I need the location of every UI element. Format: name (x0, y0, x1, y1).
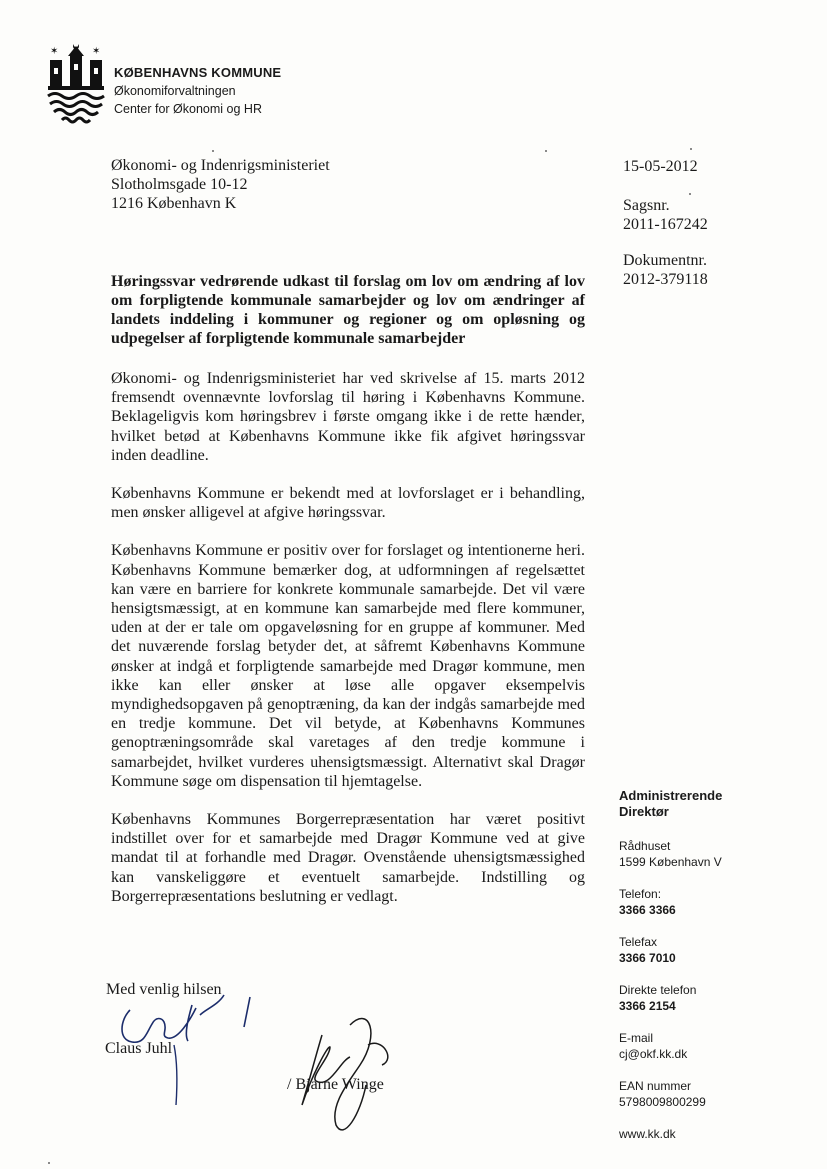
contact-direct-phone (619, 982, 819, 1014)
recipient-line: Slotholmsgade 10-12 (111, 176, 248, 193)
fax-label: Telefax (619, 935, 658, 949)
scan-speck (48, 1162, 50, 1164)
contact-title-line: Administrerende (619, 788, 723, 803)
email-label: E-mail (619, 1031, 654, 1045)
body-paragraph: Økonomi- og Indenrigsministeriet har ved skrivelse af 15. marts 2012 fremsendt ovennævnte lovforslag til høring i Københavns Kommune. Beklageligvis kom høringsbrev i første omgang ikke i de rette hænder, hvilket betød at Københavns Kommune ikke fik afgivet høringssvar inden deadline. (111, 370, 585, 464)
sender-name: KØBENHAVNS KOMMUNE (114, 65, 282, 80)
contact-phone (619, 886, 819, 918)
email-value[interactable]: cj@okf.kk.dk (619, 1047, 688, 1061)
fax-value: 3366 7010 (619, 951, 676, 965)
document-number-label: Dokumentnr. (623, 252, 707, 269)
recipient-line: Økonomi- og Indenrigsministeriet (111, 157, 330, 174)
contact-address (619, 838, 819, 870)
address-line: 1599 København V (619, 855, 722, 869)
contact-title-line: Direktør (619, 804, 669, 819)
kobenhavns-kommune-logo-icon (44, 42, 108, 124)
ean-label: EAN nummer (619, 1079, 692, 1093)
direct-phone-value: 3366 2154 (619, 999, 676, 1013)
recipient-address (111, 156, 330, 213)
body-paragraph: Københavns Kommune er bekendt med at lovforslaget er i behandling, men ønsker alligevel at afgive høringssvar. (111, 485, 585, 522)
sender-center: Center for Økonomi og HR (114, 102, 262, 116)
document-meta (623, 157, 708, 289)
body-paragraph: Københavns Kommune er positiv over for forslaget og intentionerne heri. Københavns Kommune bemærker dog, at udformningen af regelsættet kan være en barriere for konkrete kommunale samarbejde. Det vil være hensigtsmæssigt, at en kommune kan samarbejde med flere kommuner, uden at der er tale om opgaveløsning for en gruppe af kommuner. Med det nuværende forslag betyder det, at såfremt Københavns Kommune ønsker at indgå et forpligtende samarbejde med Dragør kommune, men ikke kan eller ønsker at løse alle opgaver eksempelvis myndighedsopgaven på genoptræning, da kan der indgås samarbejde med en tredje kommune. Det vil betyde, at Københavns Kommunes genoptræningsområde skal varetages af den tredje kommune i samarbejdet, hvilket vurderes uhensigtsmæssigt. Alternativt skal Dragør Kommune søge om dispensation til hjemtagelse. (111, 542, 585, 790)
ean-value: 5798009800299 (619, 1095, 706, 1109)
contact-title (619, 788, 819, 820)
signatory-name: / Bjarne Winge (287, 1076, 384, 1093)
contact-sidebar (619, 788, 819, 1142)
scan-speck (689, 193, 691, 195)
case-number-label: Sagsnr. (623, 197, 670, 214)
case-number: 2011-167242 (623, 216, 708, 233)
svg-text:✶: ✶ (50, 46, 59, 57)
sender-unit: Økonomiforvaltningen (114, 84, 236, 98)
scan-speck (212, 150, 214, 152)
scan-speck (690, 148, 692, 150)
sender-block (114, 64, 281, 118)
body-paragraph: Københavns Kommunes Borgerrepræsentation har været positivt indstillet over for et samarbejde med Dragør Kommune ved at give mandat til at forhandle med Dragør. Ovenstående uhensigtsmæssighed kan vanskeliggøre et eventuelt samarbejde. Indstilling og Borgerrepræsentations beslutning er vedlagt. (111, 811, 585, 905)
handwritten-signature-icon (100, 985, 450, 1135)
contact-fax (619, 934, 819, 966)
letter-body (111, 369, 585, 925)
signatory-name: Claus Juhl (105, 1040, 173, 1057)
phone-value: 3366 3366 (619, 903, 676, 917)
svg-text:✶: ✶ (92, 46, 101, 57)
contact-ean (619, 1078, 819, 1110)
scan-speck (545, 150, 547, 152)
website-link[interactable]: www.kk.dk (619, 1127, 676, 1141)
document-number: 2012-379118 (623, 271, 708, 288)
direct-phone-label: Direkte telefon (619, 983, 697, 997)
recipient-line: 1216 København K (111, 195, 237, 212)
address-line: Rådhuset (619, 839, 671, 853)
phone-label: Telefon: (619, 887, 662, 901)
letter-date: 15-05-2012 (623, 158, 698, 175)
letter-subject: Høringssvar vedrørende udkast til forslag om lov om ændring af lov om forpligtende kommunale samarbejder og lov om ændringer af landets inddeling i kommuner og regioner og om opløsning og udpegelser af forpligtende kommunale samarbejder (111, 273, 585, 347)
contact-email (619, 1030, 819, 1062)
closing-phrase: Med venlig hilsen (106, 981, 222, 998)
